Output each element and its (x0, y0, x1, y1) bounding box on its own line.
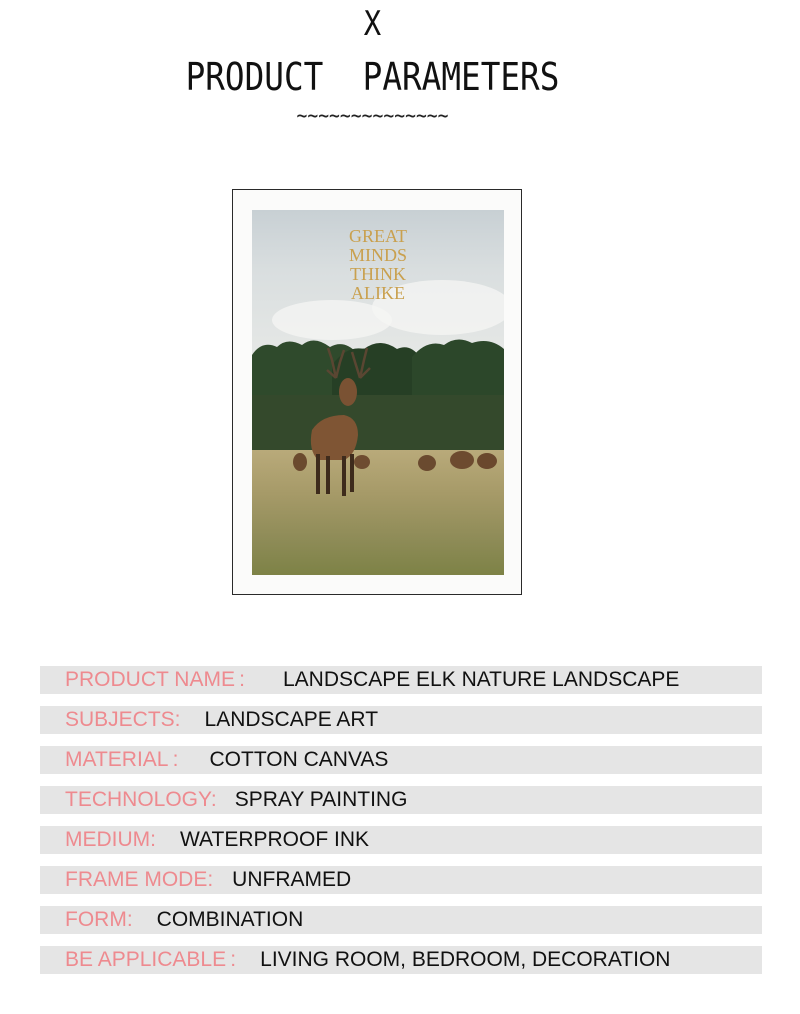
param-row-medium (40, 826, 762, 854)
param-value: LANDSCAPE ELK NATURE LANDSCAPE (283, 668, 680, 691)
param-value: WATERPROOF INK (180, 828, 369, 851)
page-title: PRODUCT PARAMETERS (185, 55, 560, 99)
product-image-frame (232, 189, 522, 595)
param-row-subjects (40, 706, 762, 734)
param-value: LIVING ROOM, BEDROOM, DECORATION (260, 948, 671, 971)
param-label: PRODUCT NAME : (65, 668, 245, 691)
param-row-be-applicable (40, 946, 762, 974)
param-label: FORM: (65, 908, 133, 931)
param-row-material (40, 746, 762, 774)
poster-text-line: MINDS (348, 245, 407, 265)
param-label: MEDIUM: (65, 828, 156, 851)
param-value: COTTON CANVAS (209, 748, 389, 771)
param-row-frame-mode (40, 866, 762, 894)
param-value: COMBINATION (156, 908, 304, 931)
param-value: LANDSCAPE ART (204, 708, 379, 731)
param-label: SUBJECTS: (65, 708, 181, 731)
param-row-product-name (40, 666, 762, 694)
param-label: FRAME MODE: (65, 868, 214, 891)
poster-text-line: THINK (350, 264, 406, 284)
param-value: UNFRAMED (232, 868, 352, 891)
poster-text-line: GREAT (349, 226, 407, 246)
title-divider: ~~~~~~~~~~~~~~ (296, 104, 449, 129)
poster-text-line: ALIKE (351, 283, 405, 303)
header-x-mark: X (363, 4, 382, 44)
param-label: BE APPLICABLE : (65, 948, 237, 971)
param-row-technology (40, 786, 762, 814)
param-value: SPRAY PAINTING (234, 788, 408, 811)
param-row-form (40, 906, 762, 934)
param-label: MATERIAL : (65, 748, 179, 771)
param-label: TECHNOLOGY: (65, 788, 217, 811)
parameter-table (40, 666, 762, 986)
product-image (252, 210, 504, 575)
